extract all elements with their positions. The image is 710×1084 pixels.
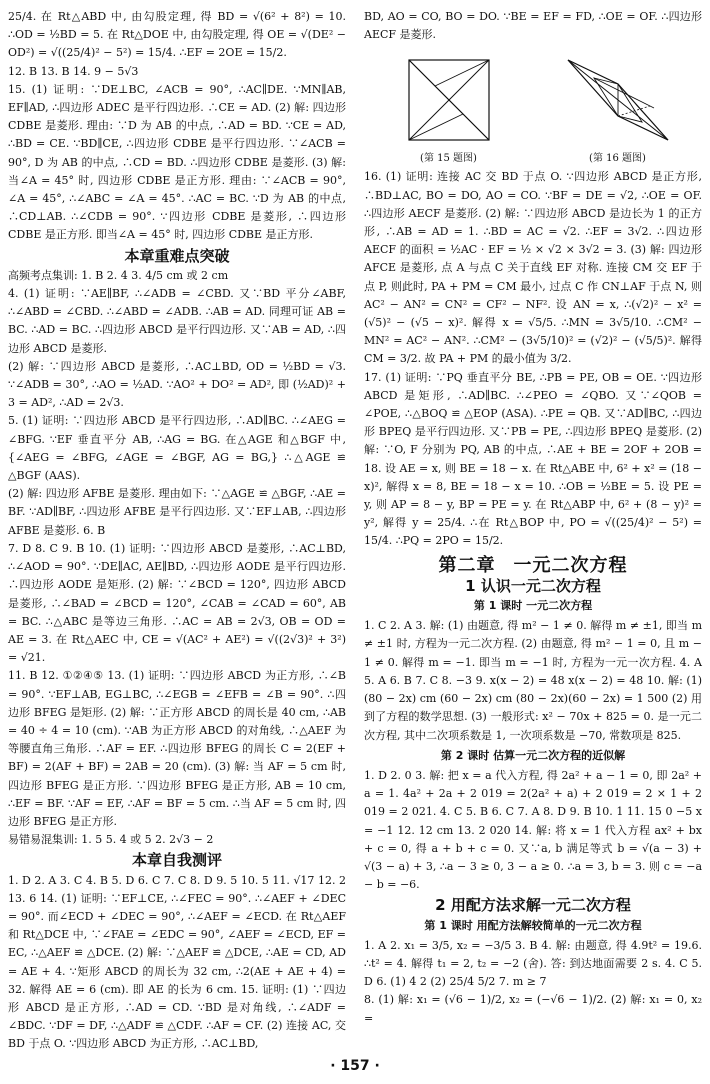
section-heading: 2 用配方法求解一元二次方程 xyxy=(435,896,631,915)
chapter-name: 一元二次方程 xyxy=(513,554,628,576)
section-heading: 1 认识一元二次方程 xyxy=(465,576,601,595)
answer-paragraph: 25/4. 在 Rt△ABD 中, 由勾股定理, 得 BD = √(6² + 8²) = 10. ∴OD = ½BD = 5. 在 Rt△DOE 中, 由勾股定理, 得 OE = √(DE² − OD²) = √((25/4)² − 5²) = 15/4. ∴EF = 2OE = 15/2. xyxy=(8,10,346,60)
figure-caption: (第 15 题图) xyxy=(420,153,477,165)
lesson-heading: 第 1 课时 用配方法解较简单的一元二次方程 xyxy=(424,918,642,932)
answer-paragraph: 易错易混集训: 1. 5 5. 4 或 5 2. 2√3 − 2 xyxy=(8,833,214,847)
answer-paragraph: 11. B 12. ①②④⑤ 13. (1) 证明: ∵四边形 ABCD 为正方形, ∴∠B = 90°. ∵EF⊥AB, EG⊥BC, ∴∠EGB = ∠EFB = ∠B = 90°. ∴四边形 BFEG 是矩形. (2) 解: ∵正方形 ABCD 的周长是 40 cm, ∴AB = 40 ÷ 4 = 10 (cm). ∵AB 为正方形 ABCD 的对角线, ∴△AEF 为等腰直角三角形. ∴AF = EF. ∴四边形 BFEG 的周长 C = 2(EF + BF) = 2(AF + BF) = 2AB = 20 (cm). (3) 解: 当 AF = 5 cm 时, 四边形 BFEG 是正方形. ∵四边形 BFEG 是正方形, AB = 10 cm, ∴EF = BF. ∵AF = EF, ∴AF = BF = 5 cm. ∴当 AF = 5 cm 时, 四边形 BFEG 是正方形. xyxy=(8,669,346,828)
answer-paragraph: 1. A 2. x₁ = 3/5, x₂ = −3/5 3. B 4. 解: 由题意, 得 4.9t² = 19.6. ∴t² = 4. 解得 t₁ = 2, t₂ = −2 (舍). 答: 到达地面需要 2 s. 4. C 5. D 6. (1) 4 2 (2) 25/4 5/2 7. m ≥ 7 xyxy=(364,938,702,989)
answer-paragraph: 15. (1) 证明: ∵DE⊥BC, ∠ACB = 90°, ∴AC∥DE. ∵MN∥AB, EF∥AD, ∴四边形 ADEC 是平行四边形. ∴CE = AD. (2) 解: 四边形 CDBE 是菱形. 理由: ∵D 为 AB 的中点, ∴AD = BD. ∵CE = AD, ∴BD = CE. ∵BD∥CE, ∴四边形 CDBE 是平行四边形. ∵∠ACB = 90°, D 为 AB 的中点, ∴CD = BD. ∴四边形 CDBE 是菱形. (3) 解: 当∠A = 45° 时, 四边形 CDBE 是正方形. 理由: ∵∠ACB = 90°, ∠A = 45°, ∴∠ABC = ∠A = 45°. ∴AC = BC. ∵D 为 AB 的中点, ∴CD⊥AB. ∴∠CDB = 90°. ∵四边形 CDBE 是菱形, ∴四边形 CDBE 是正方形. 即当∠A = 45° 时, 四边形 CDBE 是正方形. xyxy=(8,82,346,242)
answer-paragraph: (2) 解: ∵四边形 ABCD 是菱形, ∴AC⊥BD, OD = ½BD = √3. ∵∠ADB = 30°, ∴AO = ½AD. ∵AO² + DO² = AD², 即 (½AD)² + 3 = AD², ∴AD = 2√3. xyxy=(8,359,346,410)
chapter-heading xyxy=(364,554,702,576)
answer-paragraph: 4. (1) 证明: ∵AE∥BF, ∴∠ADB = ∠CBD. 又∵BD 平分∠ABF, ∴∠ABD = ∠CBD. ∴∠ABD = ∠ADB. ∴AB = AD. 同理可证 AB = BC. ∴AD = BC. ∴四边形 ABCD 是平行四边形. 又∵AB = AD, ∴四边形 ABCD 是菱形. xyxy=(8,287,346,355)
left-column xyxy=(8,8,346,1054)
right-column xyxy=(364,8,702,1028)
answer-paragraph: 8. (1) 解: x₁ = (√6 − 1)/2, x₂ = (−√6 − 1)/2. (2) 解: x₁ = 0, x₂ = xyxy=(364,993,702,1025)
figure-caption: (第 16 题图) xyxy=(589,153,646,165)
section-heading: 本章重难点突破 xyxy=(124,246,230,265)
answer-paragraph: 1. D 2. 0 3. 解: 把 x = a 代入方程, 得 2a² + a − 1 = 0, 即 2a² + a = 1. 4a² + 2a + 2 019 = 2(2a² + a) + 2 019 = 2 × 1 + 2 019 = 2 021. 4. C 5. B 6. C 7. A 8. D 9. B 10. 1 11. 15 0 −5 x = −1 12. 12 cm 13. 2 020 14. 解: 将 x = 1 代入方程 ax² + bx + c = 0, 得 a + b + c = 0. 又∵a, b 满足等式 b = √(a − 3) + √(3 − a) + 3, ∴a − 3 ≥ 0, 3 − a ≥ 0. ∴a = 3, b = 3. 则 c = −a − b = −6. xyxy=(364,768,702,892)
chapter-number: 第二章 xyxy=(438,554,496,576)
answer-paragraph: BD, AO = CO, BO = DO. ∵BE = EF = FD, ∴OE = OF. ∴四边形 AECF 是菱形. xyxy=(364,10,702,42)
figure-row xyxy=(364,48,702,166)
answer-paragraph: 12. B 13. B 14. 9 − 5√3 xyxy=(8,64,139,78)
page-number: · 157 · xyxy=(330,1058,380,1074)
figure-16 xyxy=(548,48,688,166)
figure-15 xyxy=(379,48,519,166)
answer-paragraph: 16. (1) 证明: 连接 AC 交 BD 于点 O. ∵四边形 ABCD 是正方形, ∴BD⊥AC, BO = DO, AO = CO. ∵BF = DE = √2, ∴OE = OF. ∴四边形 AECF 是菱形. (2) 解: ∵四边形 ABCD 是边长为 1 的正方形, ∴AB = AD = 1. ∴BD = AC = √2. ∴EF = 3√2. ∴四边形 AECF 的面积 = ½AC · EF = ½ × √2 × 3√2 = 3. (3) 解: 四边形 AFCE 是菱形, 点 A 与点 C 关于直线 EF 对称. 连接 CM 交 EF 于点 P, 则此时, PA + PM = CM 最小, 过点 C 作 CN⊥AF 于点 N, 则 AC² − AN² = CN² = CF² − NF². 设 AN = x, ∴(√2)² − x² = (√5)² − (√5 − x)². 解得 x = √5/5. ∴MN = 3√5/10. ∴CM² − MN² = AC² − AN². ∴CM² − (3√5/10)² = (√2)² − (√5/5)². 解得 CM = 3/2. 故 PA + PM 的最小值为 3/2. xyxy=(364,170,702,366)
rhombus-diagram-figure xyxy=(554,48,682,152)
section-heading: 本章自我测评 xyxy=(131,851,222,870)
answer-paragraph: 高频考点集训: 1. B 2. 4 3. 4/5 cm 或 2 cm xyxy=(8,268,229,282)
answer-paragraph: (2) 解: 四边形 AFBE 是菱形. 理由如下: ∵△AGE ≌ △BGF, ∴AE = BF. ∵AD∥BF, ∴四边形 AFBE 是平行四边形. 又∵EF⊥AB, ∴四边形 AFBE 是菱形. 6. B xyxy=(8,487,346,537)
answer-paragraph: 5. (1) 证明: ∵四边形 ABCD 是平行四边形, ∴AD∥BC. ∴∠AEG = ∠BFG. ∵EF 垂直平分 AB, ∴AG = BG. 在△AGE 和△BGF 中, {∠AEG = ∠BFG, ∠AGE = ∠BGF, AG = BG,} ∴△AGE ≌ △BGF (AAS). xyxy=(8,414,346,483)
answer-paragraph: 17. (1) 证明: ∵PQ 垂直平分 BE, ∴PB = PE, OB = OE. ∵四边形 ABCD 是矩形, ∴AD∥BC. ∴∠PEO = ∠QBO. 又∵∠QOB = ∠POE, ∴△BOQ ≌ △EOP (ASA). ∴PE = QB. 又∵AD∥BC, ∴四边形 BPEQ 是平行四边形. 又∵PB = PE, ∴四边形 BPEQ 是菱形. (2) 解: ∵O, F 分别为 PQ, AB 的中点, ∴AE + BE = 2OF + 2OB = 18. 设 AE = x, 则 BE = 18 − x. 在 Rt△ABE 中, 6² + x² = (18 − x)², 解得 x = 8, BE = 18 − x = 10. ∴OB = ½BE = 5. 设 PE = y, 则 AP = 8 − y, BP = PE = y. 在 Rt△ABP 中, 6² + (8 − y)² = y², 解得 y = 25/4. ∴在 Rt△BOP 中, PO = √((25/4)² − 5²) = 15/4. ∴PQ = 2PO = 15/2. xyxy=(364,370,702,548)
lesson-heading: 第 1 课时 一元二次方程 xyxy=(473,599,593,613)
square-diagram-figure xyxy=(397,48,501,152)
answer-paragraph: 1. D 2. A 3. C 4. B 5. D 6. C 7. C 8. D 9. 5 10. 5 11. √17 12. 2 13. 6 14. (1) 证明: ∵EF⊥CE, ∴∠FEC = 90°. ∴∠AEF + ∠DEC = 90°. 而∠ECD + ∠DEC = 90°, ∴∠AEF = ∠ECD. 在 Rt△AEF 和 Rt△DCE 中, ∵∠FAE = ∠EDC = 90°, ∠AEF = ∠ECD, EF = EC, ∴△AEF ≌ △DCE. (2) 解: ∵△AEF ≌ △DCE, ∴AE = CD, AD = AE + 4. ∵矩形 ABCD 的周长为 32 cm, ∴2(AE + AE + 4) = 32. 解得 AE = 6 (cm). 即 AE 的长为 6 cm. 15. 证明: (1) ∵四边形 ABCD 是正方形, ∴AD = CD. ∵BD 是对角线, ∴∠ADF = ∠BDC. ∵DF = DF, ∴△ADF ≌ △CDF. ∴AF = CF. (2) 连接 AC, 交 BD 于点 O. ∵四边形 ABCD 为正方形, ∴AC⊥BD, xyxy=(8,873,346,1051)
answer-paragraph: 1. C 2. A 3. 解: (1) 由题意, 得 m² − 1 ≠ 0. 解得 m ≠ ±1, 即当 m ≠ ±1 时, 方程为一元二次方程. (2) 由题意, 得 m² − 1 = 0, 且 m − 1 ≠ 0. 解得 m = −1. 即当 m = −1 时, 方程为一元一次方程. 4. A 5. A 6. B 7. C 8. −3 9. x(x − 2) = 48 x(x − 2) = 48 10. 解: (1) (80 − 2x) cm (60 − 2x) cm (80 − 2x)(60 − 2x) = 1 500 (2) 用到了方程的数学思想. (3) 一般形式: x² − 70x + 825 = 0. 是一元二次方程, 其中二次项系数是 1, 一次项系数是 −70, 常数项是 825. xyxy=(364,619,702,742)
answer-paragraph: 7. D 8. C 9. B 10. (1) 证明: ∵四边形 ABCD 是菱形, ∴AC⊥BD, ∴∠AOD = 90°. ∵DE∥AC, AE∥BD, ∴四边形 AODE 是平行四边形. ∴四边形 AODE 是矩形. (2) 解: ∵∠BCD = 120°, 四边形 ABCD 是菱形, ∴∠BAD = ∠BCD = 120°, ∠CAB = ∠CAD = 60°, AB = BC. ∴△ABC 是等边三角形. ∴AC = AB = 2√3, OB = OD = AE = 3. 在 Rt△AEC 中, CE = √(AC² + AE²) = √((2√3)² + 3²) = √21. xyxy=(8,541,346,665)
lesson-heading: 第 2 课时 估算一元二次方程的近似解 xyxy=(440,748,626,762)
